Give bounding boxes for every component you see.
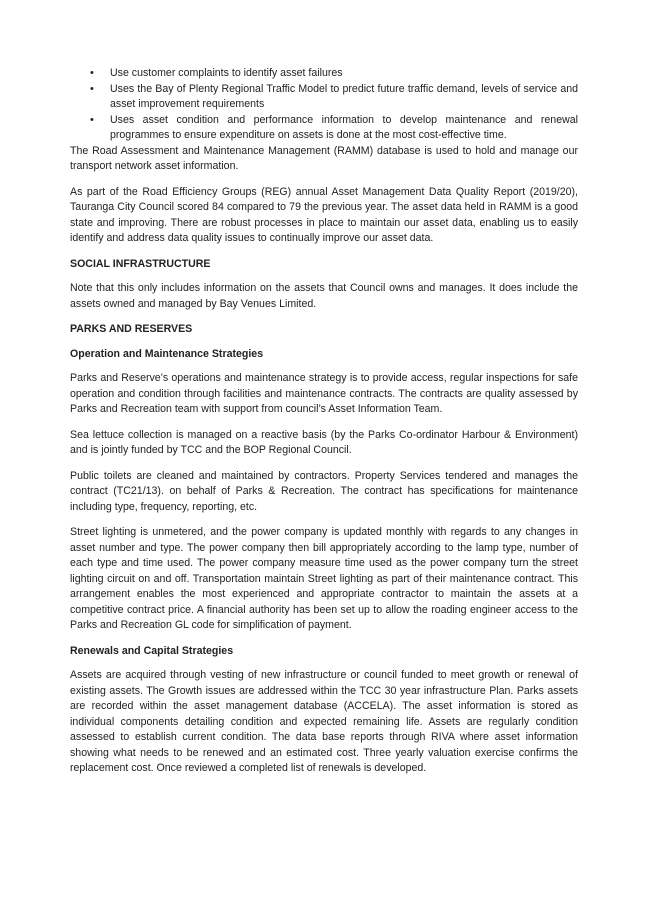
document-page — [70, 66, 578, 787]
bullet-list — [70, 66, 578, 144]
list-item: • Use customer complaints to identify asset failures — [110, 66, 578, 82]
paragraph-street-lighting: Street lighting is unmetered, and the power company is updated monthly with regards to any changes in asset number and type. The power company then bill appropriately according to the lamp type, number of each type and time used. The power company measure time used as the power company turn the street lighting circuit on and off. Transportation maintain Street lighting as part of their maintenance contract. This arrangement enables the most experienced and appropriate contractor to maintain the assets at a competitive contract price. A financial authority has been set up to allow the roading engineer access to the Parks and Recreation GL code for simplification of payment. — [70, 526, 578, 631]
paragraph-ramm: The Road Assessment and Maintenance Management (RAMM) database is used to hold and manage our transport network asset information. — [70, 144, 578, 172]
paragraph-renewals: Assets are acquired through vesting of new infrastructure or council funded to meet growth or renewal of existing assets. The Growth issues are addressed within the TCC 30 year infrastructure Plan. Parks assets are recorded within the asset management database (ACCELA). The asset information is stored as individual components detailing condition and expected remaining life. Assets are regularly condition assessed to establish current condition. The data base reports through RIVA where asset information showing what needs to be renewed and an estimated cost. Three yearly valuation exercise confirms the replacement cost. Once reviewed a completed list of renewals is developed. — [70, 669, 578, 774]
list-item: • Uses the Bay of Plenty Regional Traffic Model to predict future traffic demand, levels of service and asset improvement requirements — [110, 82, 578, 113]
paragraph-reg: As part of the Road Efficiency Groups (REG) annual Asset Management Data Quality Report (2019/20), Tauranga City Council scored 84 compared to 79 the previous year. The asset data held in RAMM is a good state and improving. There are robust processes in place to maintain our asset data, enabling us to easily identify and address data quality issues to continually improve our asset data. — [70, 185, 578, 244]
heading-renewals-capital: Renewals and Capital Strategies — [70, 644, 234, 657]
heading-operation-maintenance: Operation and Maintenance Strategies — [70, 347, 264, 360]
heading-parks-and-reserves: PARKS AND RESERVES — [70, 323, 193, 335]
paragraph-sea-lettuce: Sea lettuce collection is managed on a reactive basis (by the Parks Co-ordinator Harbour & Environment) and is jointly funded by TCC and the BOP Regional Council. — [70, 428, 578, 456]
paragraph-parks-ops: Parks and Reserve’s operations and maintenance strategy is to provide access, regular inspections for safe operation and condition through facilities and maintenance contracts. The contracts are quality assessed by Parks and Recreation team with support from council’s Asset Information Team. — [70, 372, 578, 415]
paragraph-toilets: Public toilets are cleaned and maintained by contractors. Property Services tendered and manages the contract (TC21/13). on behalf of Parks & Recreation. The contract has specifications for maintenance including type, frequency, reporting, etc. — [70, 469, 578, 513]
heading-social-infrastructure: SOCIAL INFRASTRUCTURE — [70, 257, 211, 270]
list-item: • Uses asset condition and performance information to develop maintenance and renewal programmes to ensure expenditure on assets is done at the most cost-effective time. — [110, 113, 578, 144]
paragraph-social-note: Note that this only includes information on the assets that Council owns and manages. It does include the assets owned and managed by Bay Venues Limited. — [70, 282, 578, 310]
